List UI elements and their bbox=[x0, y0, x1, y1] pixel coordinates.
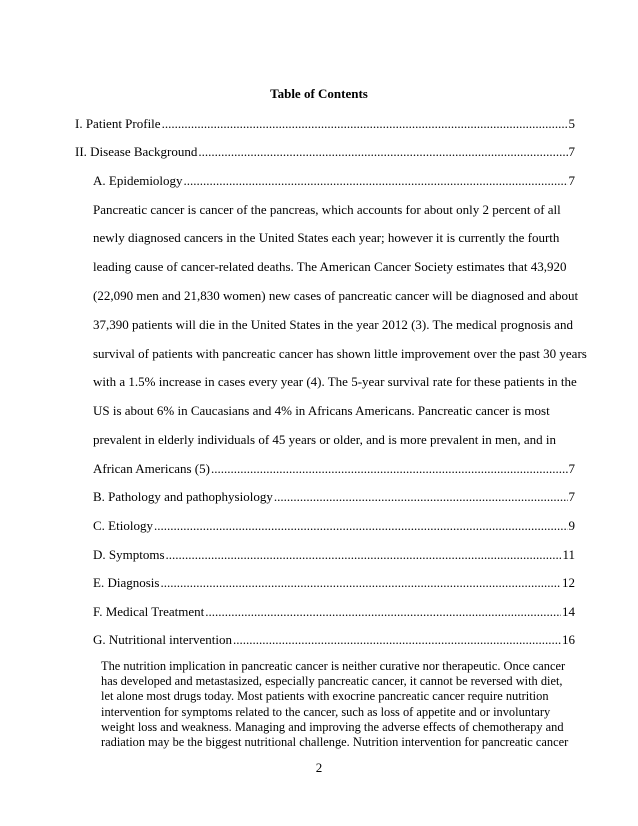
epidemiology-line: leading cause of cancer-related deaths. The American Cancer Society estimates that 43,920 bbox=[93, 259, 567, 274]
toc-entry-label: G. Nutritional intervention bbox=[93, 632, 233, 647]
epidemiology-line: survival of patients with pancreatic cancer has shown little improvement over the past 30 years bbox=[93, 346, 587, 361]
toc-entry-page: 11 bbox=[562, 547, 575, 562]
toc-entry-label: C. Etiology bbox=[93, 518, 153, 533]
toc-entry-label: F. Medical Treatment bbox=[93, 604, 205, 619]
toc-entry-label: E. Diagnosis bbox=[93, 575, 160, 590]
toc-entry-symptoms bbox=[93, 546, 575, 564]
toc-leader-dots bbox=[198, 143, 567, 161]
toc-entry-label: B. Pathology and pathophysiology bbox=[93, 489, 273, 504]
toc-entry-label: A. Epidemiology bbox=[93, 173, 183, 188]
toc-leader-dots bbox=[154, 517, 568, 535]
nutrition-note-line: radiation may be the biggest nutritional challenge. Nutrition intervention for pancreatic cancer bbox=[101, 735, 569, 750]
toc-entry-page: 7 bbox=[568, 144, 575, 159]
toc-leader-dots bbox=[205, 603, 561, 621]
epidemiology-line: newly diagnosed cancers in the United States each year; however it is currently the fourth bbox=[93, 230, 560, 245]
toc-entry-pathology bbox=[93, 488, 575, 506]
toc-leader-dots bbox=[211, 460, 568, 478]
nutrition-note-line: weight loss and weakness. Managing and improving the adverse effects of chemotherapy and bbox=[101, 719, 564, 734]
toc-entry-page: 14 bbox=[562, 604, 575, 619]
epidemiology-line: (22,090 men and 21,830 women) new cases of pancreatic cancer will be diagnosed and about bbox=[93, 288, 579, 303]
toc-entry-patient-profile bbox=[75, 115, 575, 133]
nutrition-note-line: intervention for symptoms related to the cancer, such as loss of appetite and or involuntary bbox=[101, 704, 551, 719]
toc-entry-page: 7 bbox=[568, 489, 575, 504]
epidemiology-line: Pancreatic cancer is cancer of the pancreas, which accounts for about only 2 percent of all bbox=[93, 202, 561, 217]
toc-entry-label: African Americans (5) bbox=[93, 461, 210, 476]
toc-entry-diagnosis bbox=[93, 574, 575, 592]
epidemiology-line: with a 1.5% increase in cases every year (4). The 5-year survival rate for these patients in the bbox=[93, 374, 577, 389]
epidemiology-line: 37,390 patients will die in the United States in the year 2012 (3). The medical prognosis and bbox=[93, 317, 573, 332]
toc-leader-dots bbox=[160, 574, 561, 592]
toc-entry-etiology bbox=[93, 517, 575, 535]
toc-leader-dots bbox=[233, 631, 561, 649]
epidemiology-line: prevalent in elderly individuals of 45 years or older, and is more prevalent in men, and in bbox=[93, 432, 557, 447]
toc-entry-page: 16 bbox=[562, 632, 575, 647]
toc-entry-nutritional-intervention bbox=[93, 631, 575, 649]
toc-entry-medical-treatment bbox=[93, 603, 575, 621]
toc-leader-dots bbox=[274, 488, 568, 506]
toc-entry-disease-background bbox=[75, 143, 575, 161]
toc-entry-label: I. Patient Profile bbox=[75, 116, 161, 131]
nutrition-note-line: The nutrition implication in pancreatic cancer is neither curative nor therapeutic. Once cancer bbox=[101, 659, 566, 673]
page-title: Table of Contents bbox=[270, 86, 368, 101]
toc-entry-page: 9 bbox=[568, 518, 575, 533]
toc-entry-page: 12 bbox=[562, 575, 575, 590]
nutrition-note-line: has developed and metastasized, especially pancreatic cancer, it cannot be reversed with diet, bbox=[101, 674, 563, 689]
toc-leader-dots bbox=[162, 115, 568, 133]
toc-entry-page: 5 bbox=[568, 116, 575, 131]
toc-entry-epidemiology bbox=[93, 172, 575, 190]
toc-entry-page: 7 bbox=[568, 173, 575, 188]
toc-entry-label: D. Symptoms bbox=[93, 547, 165, 562]
nutrition-note-paragraph bbox=[101, 659, 581, 750]
toc-leader-dots bbox=[166, 546, 562, 564]
nutrition-note-line: let alone most drugs today. Most patients with exocrine pancreatic cancer require nutrition bbox=[101, 689, 549, 704]
toc-leader-dots bbox=[184, 172, 568, 190]
toc-entry-african-americans bbox=[93, 460, 575, 478]
page-number: 2 bbox=[315, 760, 323, 775]
epidemiology-line: US is about 6% in Caucasians and 4% in Africans Americans. Pancreatic cancer is most bbox=[93, 403, 550, 418]
toc-entry-page: 7 bbox=[568, 461, 575, 476]
toc-entry-label: II. Disease Background bbox=[75, 144, 198, 159]
